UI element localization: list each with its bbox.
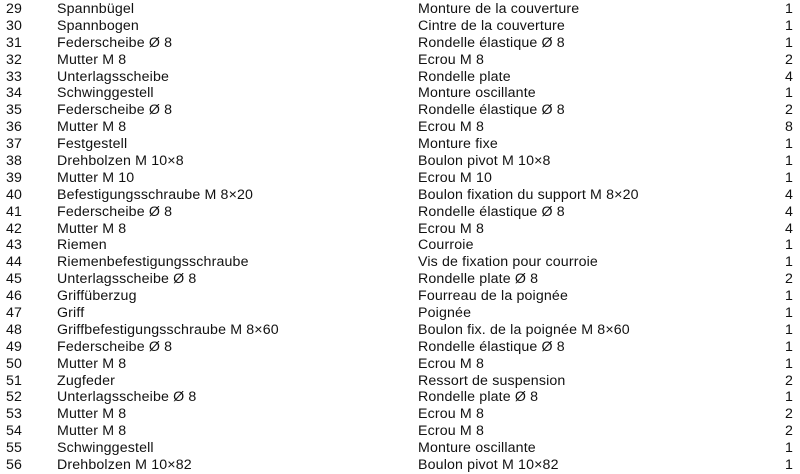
part-quantity: 1	[784, 338, 793, 355]
part-name-french: Ressort de suspension	[418, 372, 566, 389]
part-name-german: Griffüberzug	[57, 288, 137, 305]
part-name-german: Festgestell	[57, 136, 128, 153]
part-name-german: Spannbügel	[57, 1, 135, 17]
part-name-german: Unterlagsscheibe Ø 8	[57, 389, 197, 406]
part-name-french: Boulon pivot M 10×82	[418, 457, 559, 474]
part-name-german: Befestigungsschraube M 8×20	[57, 186, 254, 203]
part-number: 51	[6, 372, 23, 389]
part-quantity: 1	[784, 321, 793, 338]
parts-row	[0, 119, 800, 136]
part-name-german: Mutter M 8	[57, 119, 127, 136]
parts-row	[0, 389, 800, 406]
part-name-french: Cintre de la couverture	[418, 17, 565, 34]
part-number: 34	[6, 85, 23, 102]
part-name-french: Ecrou M 8	[418, 406, 485, 423]
part-name-french: Courroie	[418, 237, 474, 254]
part-name-german: Federscheibe Ø 8	[57, 102, 173, 119]
part-quantity: 2	[784, 423, 793, 440]
parts-row	[0, 254, 800, 271]
part-name-german: Schwinggestell	[57, 440, 154, 457]
part-name-french: Rondelle élastique Ø 8	[418, 34, 565, 51]
parts-row	[0, 339, 800, 356]
part-name-german: Spannbogen	[57, 17, 139, 34]
part-number: 53	[6, 406, 23, 423]
part-quantity: 8	[784, 119, 793, 136]
parts-row	[0, 288, 800, 305]
part-name-french: Boulon fix. de la poignée M 8×60	[418, 321, 630, 338]
parts-row	[0, 102, 800, 119]
part-number: 31	[6, 34, 23, 51]
part-number: 52	[6, 389, 23, 406]
part-quantity: 1	[784, 237, 793, 254]
part-number: 43	[6, 237, 23, 254]
part-number: 30	[6, 17, 23, 34]
part-name-french: Boulon fixation du support M 8×20	[418, 186, 639, 203]
part-quantity: 2	[784, 102, 793, 119]
parts-row	[0, 305, 800, 322]
part-name-french: Poignée	[418, 305, 472, 322]
part-name-german: Riemen	[57, 237, 107, 254]
part-name-french: Ecrou M 8	[418, 220, 485, 237]
part-name-german: Mutter M 8	[57, 220, 127, 237]
part-quantity: 1	[784, 169, 793, 186]
part-name-french: Monture oscillante	[418, 440, 536, 457]
part-name-german: Federscheibe Ø 8	[57, 338, 173, 355]
part-name-german: Mutter M 8	[57, 423, 127, 440]
part-name-french: Ecrou M 8	[418, 119, 485, 136]
part-quantity: 2	[784, 406, 793, 423]
parts-list	[0, 1, 800, 474]
part-name-french: Fourreau de la poignée	[418, 288, 569, 305]
part-number: 49	[6, 338, 23, 355]
part-name-german: Griff	[57, 305, 85, 322]
parts-row	[0, 136, 800, 153]
part-number: 42	[6, 220, 23, 237]
parts-row	[0, 237, 800, 254]
parts-row	[0, 18, 800, 35]
part-name-german: Unterlagsscheibe Ø 8	[57, 271, 197, 288]
part-number: 38	[6, 153, 23, 170]
part-quantity: 1	[784, 389, 793, 406]
part-number: 29	[6, 1, 23, 17]
part-name-french: Rondelle élastique Ø 8	[418, 338, 565, 355]
part-name-german: Federscheibe Ø 8	[57, 34, 173, 51]
parts-row	[0, 457, 800, 474]
part-name-french: Boulon pivot M 10×8	[418, 153, 551, 170]
part-number: 40	[6, 186, 23, 203]
part-name-german: Zugfeder	[57, 372, 115, 389]
part-name-german: Schwinggestell	[57, 85, 154, 102]
part-name-german: Mutter M 8	[57, 406, 127, 423]
part-name-german: Drehbolzen M 10×8	[57, 153, 184, 170]
part-number: 39	[6, 169, 23, 186]
parts-row	[0, 406, 800, 423]
part-quantity: 1	[784, 305, 793, 322]
part-name-german: Federscheibe Ø 8	[57, 203, 173, 220]
parts-row	[0, 52, 800, 69]
part-quantity: 4	[784, 186, 793, 203]
part-name-french: Ecrou M 8	[418, 423, 485, 440]
part-name-french: Rondelle élastique Ø 8	[418, 203, 565, 220]
part-name-german: Mutter M 8	[57, 355, 127, 372]
part-number: 50	[6, 355, 23, 372]
parts-row	[0, 322, 800, 339]
part-number: 33	[6, 68, 23, 85]
part-name-french: Ecrou M 8	[418, 51, 485, 68]
parts-row	[0, 204, 800, 221]
part-number: 35	[6, 102, 23, 119]
part-quantity: 1	[784, 34, 793, 51]
part-quantity: 4	[784, 220, 793, 237]
parts-row	[0, 170, 800, 187]
part-quantity: 1	[784, 457, 793, 474]
part-number: 56	[6, 457, 23, 474]
part-name-french: Ecrou M 10	[418, 169, 493, 186]
part-name-german: Griffbefestigungsschraube M 8×60	[57, 321, 279, 338]
part-number: 48	[6, 321, 23, 338]
part-number: 36	[6, 119, 23, 136]
part-name-french: Monture oscillante	[418, 85, 536, 102]
part-name-german: Mutter M 8	[57, 51, 127, 68]
part-quantity: 2	[784, 271, 793, 288]
part-number: 55	[6, 440, 23, 457]
parts-row	[0, 69, 800, 86]
part-quantity: 1	[784, 440, 793, 457]
part-name-german: Drehbolzen M 10×82	[57, 457, 192, 474]
part-quantity: 1	[784, 17, 793, 34]
part-quantity: 2	[784, 372, 793, 389]
part-number: 46	[6, 288, 23, 305]
part-name-french: Rondelle plate Ø 8	[418, 271, 539, 288]
parts-row	[0, 153, 800, 170]
part-name-french: Monture de la couverture	[418, 1, 580, 17]
part-name-german: Riemenbefestigungsschraube	[57, 254, 249, 271]
part-quantity: 1	[784, 136, 793, 153]
part-name-french: Ecrou M 8	[418, 355, 485, 372]
part-name-french: Monture fixe	[418, 136, 498, 153]
part-number: 47	[6, 305, 23, 322]
part-quantity: 1	[784, 254, 793, 271]
part-name-french: Rondelle plate Ø 8	[418, 389, 539, 406]
parts-row	[0, 271, 800, 288]
part-name-french: Vis de fixation pour courroie	[418, 254, 598, 271]
parts-row	[0, 373, 800, 390]
part-number: 44	[6, 254, 23, 271]
parts-row	[0, 187, 800, 204]
parts-row	[0, 1, 800, 18]
parts-row	[0, 85, 800, 102]
part-name-french: Rondelle élastique Ø 8	[418, 102, 565, 119]
parts-row	[0, 35, 800, 52]
part-quantity: 2	[784, 51, 793, 68]
part-quantity: 1	[784, 288, 793, 305]
part-number: 45	[6, 271, 23, 288]
parts-row	[0, 423, 800, 440]
part-name-german: Mutter M 10	[57, 169, 135, 186]
part-quantity: 1	[784, 1, 793, 17]
part-number: 41	[6, 203, 23, 220]
part-quantity: 4	[784, 68, 793, 85]
part-quantity: 4	[784, 203, 793, 220]
parts-row	[0, 440, 800, 457]
part-number: 54	[6, 423, 23, 440]
parts-row	[0, 356, 800, 373]
part-quantity: 1	[784, 85, 793, 102]
part-name-french: Rondelle plate	[418, 68, 511, 85]
parts-row	[0, 221, 800, 238]
part-quantity: 1	[784, 355, 793, 372]
part-name-german: Unterlagsscheibe	[57, 68, 170, 85]
part-quantity: 1	[784, 153, 793, 170]
part-number: 37	[6, 136, 23, 153]
part-number: 32	[6, 51, 23, 68]
